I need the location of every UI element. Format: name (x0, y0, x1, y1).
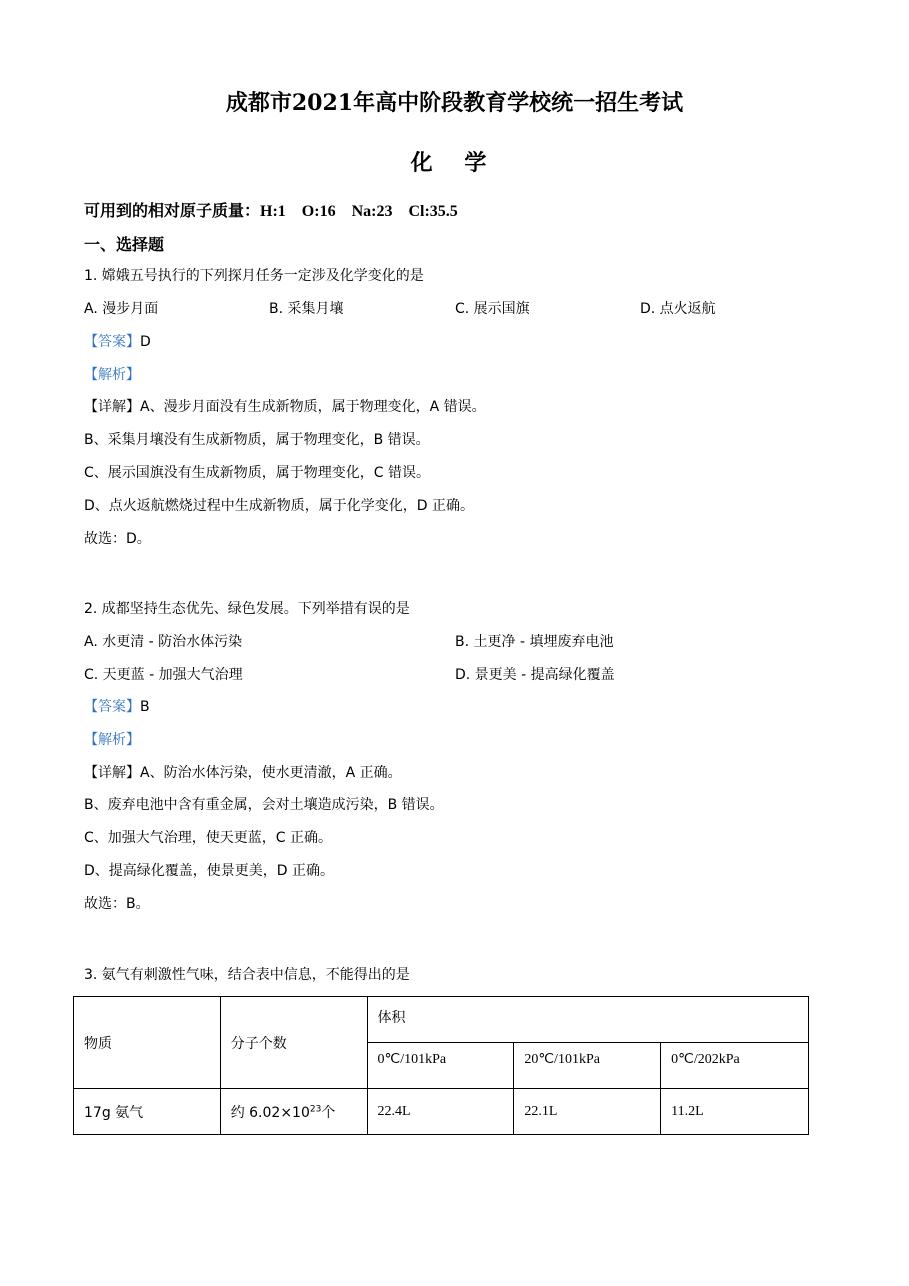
substance-cell: 17g 氨气 (74, 1089, 221, 1135)
atomic-masses (84, 198, 458, 221)
q2-conclusion: 故选：B。 (84, 896, 150, 912)
q1-answer (84, 332, 151, 352)
table-header-row (74, 997, 809, 1043)
condition-cell: 0℃/202kPa (661, 1043, 809, 1089)
q2-option-a: A. 水更清 - 防治水体污染 (84, 634, 243, 650)
q1-detail-line: 【详解】A、漫步月面没有生成新物质，属于物理变化，A 错误。 (84, 399, 486, 415)
table-row (74, 1089, 809, 1135)
q1-conclusion: 故选：D。 (84, 531, 151, 547)
q1-option-b: B. 采集月壤 (269, 301, 344, 317)
volume-cell: 22.1L (514, 1089, 661, 1135)
atomic-masses-label: 可用到的相对原子质量： (84, 201, 261, 220)
molecule-count-exponent: 23 (309, 1103, 322, 1114)
q2-option-d: D. 景更美 - 提高绿化覆盖 (455, 667, 615, 683)
q1-answer-value: D (140, 334, 151, 350)
ammonia-data-table (73, 996, 809, 1135)
q1-detail-line: C、展示国旗没有生成新物质，属于物理变化，C 错误。 (84, 465, 430, 481)
q1-analysis-label: 【解析】 (84, 367, 140, 383)
q1-detail-line: B、采集月壤没有生成新物质，属于物理变化，B 错误。 (84, 432, 430, 448)
volume-cell: 11.2L (661, 1089, 809, 1135)
q2-answer-value: B (140, 699, 150, 715)
volume-cell: 22.4L (367, 1089, 514, 1135)
q2-analysis-label: 【解析】 (84, 732, 140, 748)
q2-option-b: B. 土更净 - 填埋废弃电池 (455, 634, 614, 650)
q1-option-c: C. 展示国旗 (455, 301, 530, 317)
q2-option-c: C. 天更蓝 - 加强大气治理 (84, 667, 243, 683)
q1-option-d: D. 点火返航 (640, 301, 716, 317)
section-title: 一、选择题 (84, 235, 165, 254)
condition-cell: 0℃/101kPa (367, 1043, 514, 1089)
atomic-masses-values: H:1 O:16 Na:23 Cl:35.5 (260, 203, 458, 220)
q2-detail-line: D、提高绿化覆盖，使景更美，D 正确。 (84, 863, 335, 879)
q2-detail-line: 【详解】A、防治水体污染，使水更清澈，A 正确。 (84, 765, 402, 781)
q2-answer-label: 【答案】 (84, 699, 140, 715)
q1-option-a: A. 漫步月面 (84, 301, 159, 317)
q2-detail-line: C、加强大气治理，使天更蓝，C 正确。 (84, 830, 332, 846)
molecule-count-suffix: 个 (321, 1104, 336, 1121)
molecule-count-prefix: 约 6.02×10 (230, 1104, 310, 1121)
condition-cell: 20℃/101kPa (514, 1043, 661, 1089)
q1-answer-label: 【答案】 (84, 334, 140, 350)
subject-title: 化 学 (410, 150, 499, 176)
q3-stem: 3. 氨气有刺激性气味，结合表中信息，不能得出的是 (84, 967, 410, 983)
molecule-count-cell (220, 1089, 367, 1135)
q2-detail-line: B、废弃电池中含有重金属，会对土壤造成污染，B 错误。 (84, 797, 444, 813)
q1-stem: 1. 嫦娥五号执行的下列探月任务一定涉及化学变化的是 (84, 268, 424, 284)
q1-detail-line: D、点火返航燃烧过程中生成新物质，属于化学变化，D 正确。 (84, 498, 475, 514)
header-molecule-count: 分子个数 (220, 997, 367, 1089)
exam-title: 成都市2021年高中阶段教育学校统一招生考试 (225, 90, 684, 116)
header-volume: 体积 (367, 997, 808, 1043)
q2-stem: 2. 成都坚持生态优先、绿色发展。下列举措有误的是 (84, 601, 410, 617)
q2-answer (84, 697, 150, 717)
header-substance: 物质 (74, 997, 221, 1089)
